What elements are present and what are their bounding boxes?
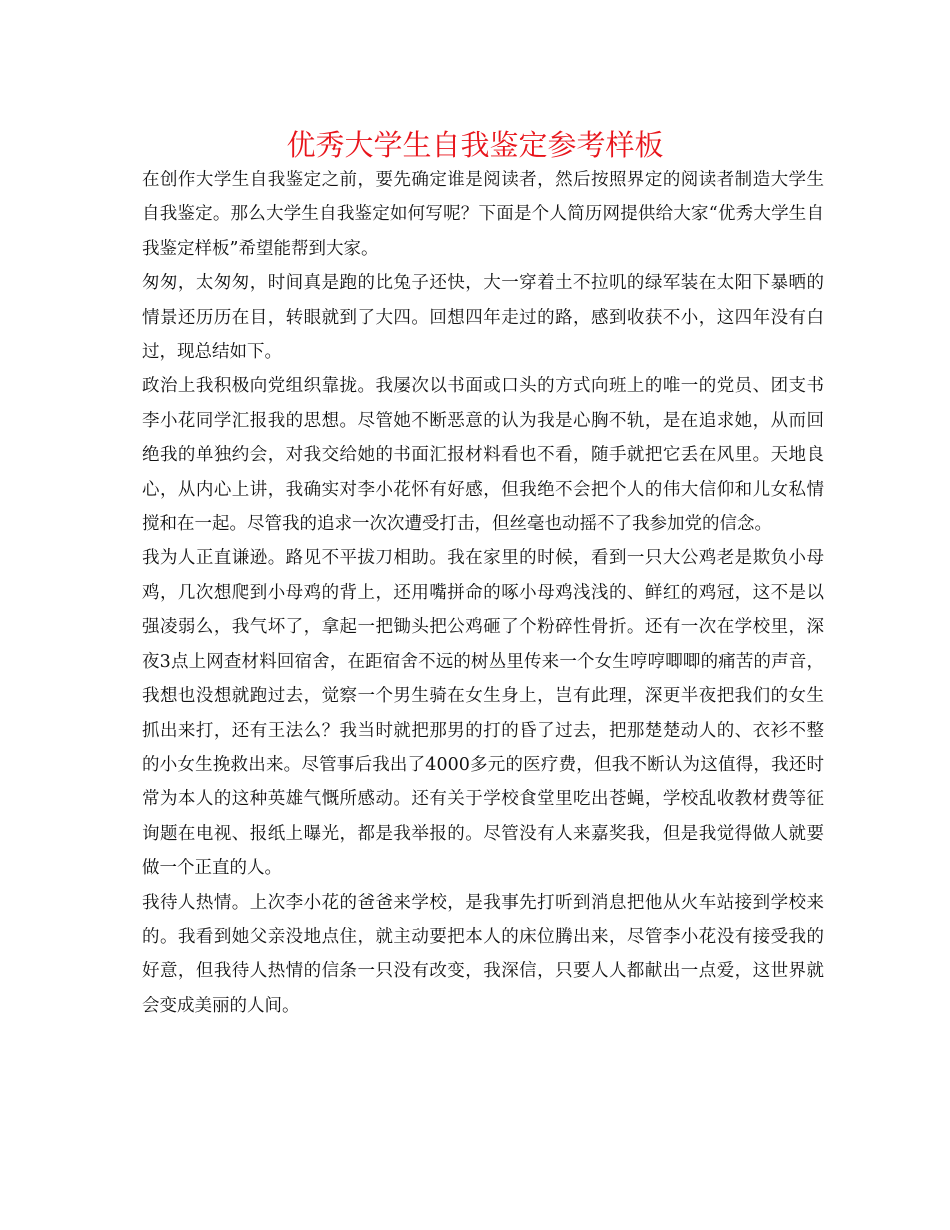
paragraph-time: 匆匆，太匆匆，时间真是跑的比兔子还快，大一穿着土不拉叽的绿军装在太阳下暴晒的情景还历历在目，转眼就到了大四。回想四年走过的路，感到收获不小，这四年没有白过，现总结如下。: [142, 273, 824, 363]
paragraph-integrity: 我为人正直谦逊。路见不平拔刀相助。我在家里的时候，看到一只大公鸡老是欺负小母鸡，几次想爬到小母鸡的背上，还用嘴拼命的啄小母鸡浅浅的、鲜红的鸡冠，这不是以强凌弱么，我气坏了，拿起一把锄头把公鸡砸了个粉碎性骨折。还有一次在学校里，深夜3点上网查材料回宿舍，在距宿舍不远的树丛里传来一个女生哼哼唧唧的痛苦的声音，我想也没想就跑过去，觉察一个男生骑在女生身上，岂有此理，深更半夜把我们的女生抓出来打，还有王法么？我当时就把那男的打的昏了过去，把那楚楚动人的、衣衫不整的小女生挽救出来。尽管事后我出了4000多元的医疗费，但我不断认为这值得，我还时常为本人的这种英雄气慨所感动。还有关于学校食堂里吃出苍蝇，学校乱收教材费等征询题在电视、报纸上曝光，都是我举报的。尽管没有人来嘉奖我，但是我觉得做人就要做一个正直的人。: [142, 548, 824, 879]
document-title: 优秀大学生自我鉴定参考样板: [286, 128, 664, 162]
paragraph-warmth: 我待人热情。上次李小花的爸爸来学校，是我事先打听到消息把他从火车站接到学校来的。我看到她父亲没地点住，就主动要把本人的床位腾出来，尽管李小花没有接受我的好意，但我待人热情的信条一只没有改变，我深信，只要人人都献出一点爱，这世界就会变成美丽的人间。: [142, 892, 824, 1016]
document-body: [142, 163, 824, 1023]
paragraph-politics: 政治上我积极向党组织靠拢。我屡次以书面或口头的方式向班上的唯一的党员、团支书李小花同学汇报我的思想。尽管她不断恶意的认为我是心胸不轨，是在追求她，从而回绝我的单独约会，对我交给她的书面汇报材料看也不看，随手就把它丢在风里。天地良心，从内心上讲，我确实对李小花怀有好感，但我绝不会把个人的伟大信仰和儿女私情搅和在一起。尽管我的追求一次次遭受打击，但丝毫也动摇不了我参加党的信念。: [142, 376, 824, 535]
paragraph-intro: 在创作大学生自我鉴定之前，要先确定谁是阅读者，然后按照界定的阅读者制造大学生自我鉴定。那么大学生自我鉴定如何写呢？下面是个人简历网提供给大家“优秀大学生自我鉴定样板”希望能帮到大家。: [142, 170, 824, 259]
